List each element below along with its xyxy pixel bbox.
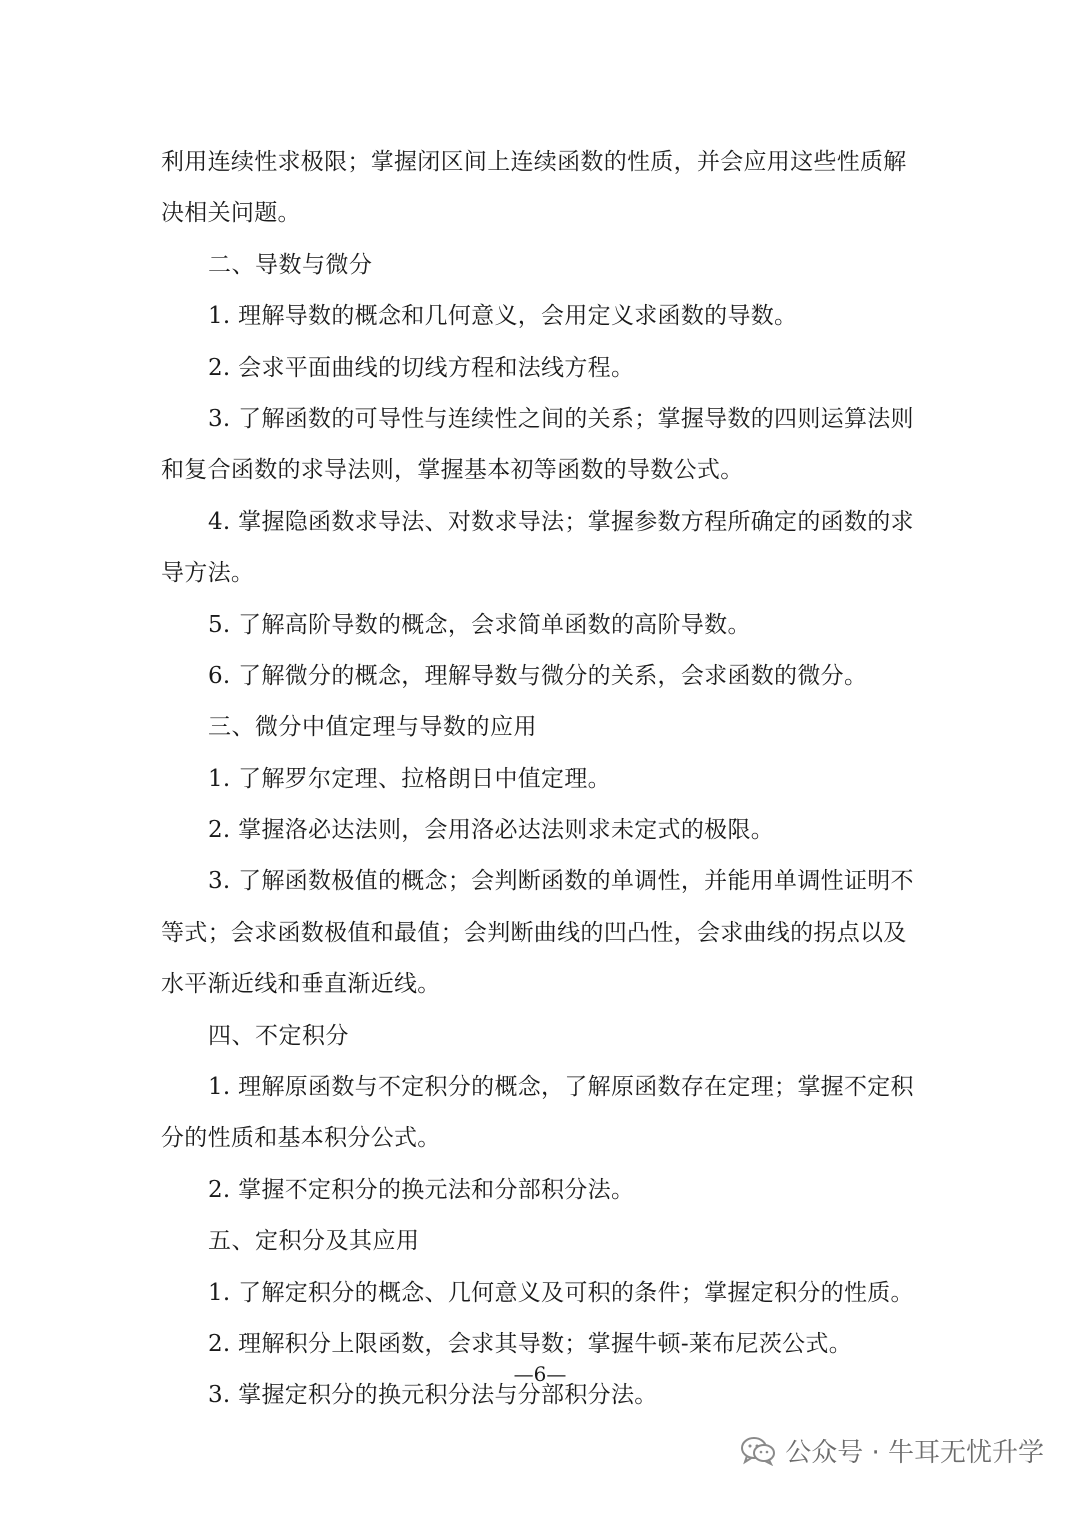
wechat-icon bbox=[741, 1436, 775, 1466]
section-heading: 五、定积分及其应用 bbox=[208, 1228, 420, 1255]
list-item: 3. 掌握定积分的换元积分法与分部积分法。 bbox=[208, 1382, 658, 1409]
list-item: 4. 掌握隐函数求导法、对数求导法；掌握参数方程所确定的函数的求 bbox=[208, 508, 914, 535]
list-item: 2. 掌握不定积分的换元法和分部积分法。 bbox=[208, 1176, 635, 1203]
list-item: 1. 理解导数的概念和几何意义，会用定义求函数的导数。 bbox=[208, 303, 798, 330]
paragraph-line: 导方法。 bbox=[161, 560, 255, 587]
list-item: 1. 了解定积分的概念、几何意义及可积的条件；掌握定积分的性质。 bbox=[208, 1279, 914, 1306]
list-item: 2. 理解积分上限函数，会求其导数；掌握牛顿-莱布尼茨公式。 bbox=[208, 1330, 853, 1357]
list-item: 2. 会求平面曲线的切线方程和法线方程。 bbox=[208, 354, 635, 381]
section-heading: 三、微分中值定理与导数的应用 bbox=[208, 714, 537, 741]
section-heading: 四、不定积分 bbox=[208, 1022, 349, 1049]
paragraph-line: 分的性质和基本积分公式。 bbox=[161, 1125, 441, 1152]
list-item: 3. 了解函数的可导性与连续性之间的关系；掌握导数的四则运算法则 bbox=[208, 405, 914, 432]
watermark-text: 公众号 · 牛耳无忧升学 bbox=[785, 1438, 1044, 1468]
list-item: 3. 了解函数极值的概念；会判断函数的单调性，并能用单调性证明不 bbox=[208, 868, 914, 895]
paragraph-line: 水平渐近线和垂直渐近线。 bbox=[161, 971, 441, 998]
paragraph-line: 和复合函数的求导法则，掌握基本初等函数的导数公式。 bbox=[161, 457, 744, 484]
document-body bbox=[161, 137, 941, 1422]
list-item: 1. 理解原函数与不定积分的概念，了解原函数存在定理；掌握不定积 bbox=[208, 1074, 914, 1101]
paragraph-line: 决相关问题。 bbox=[161, 200, 301, 227]
page-number: —6— bbox=[513, 1362, 567, 1386]
list-item: 2. 掌握洛必达法则，会用洛必达法则求未定式的极限。 bbox=[208, 817, 775, 844]
paragraph-line: 利用连续性求极限；掌握闭区间上连续函数的性质，并会应用这些性质解 bbox=[161, 149, 907, 175]
section-heading: 二、导数与微分 bbox=[208, 251, 373, 278]
wechat-watermark bbox=[741, 1432, 1044, 1469]
list-item: 6. 了解微分的概念，理解导数与微分的关系，会求函数的微分。 bbox=[208, 662, 868, 689]
list-item: 1. 了解罗尔定理、拉格朗日中值定理。 bbox=[208, 765, 611, 792]
paragraph-line: 等式；会求函数极值和最值；会判断曲线的凹凸性，会求曲线的拐点以及 bbox=[161, 919, 907, 946]
list-item: 5. 了解高阶导数的概念，会求简单函数的高阶导数。 bbox=[208, 611, 751, 638]
